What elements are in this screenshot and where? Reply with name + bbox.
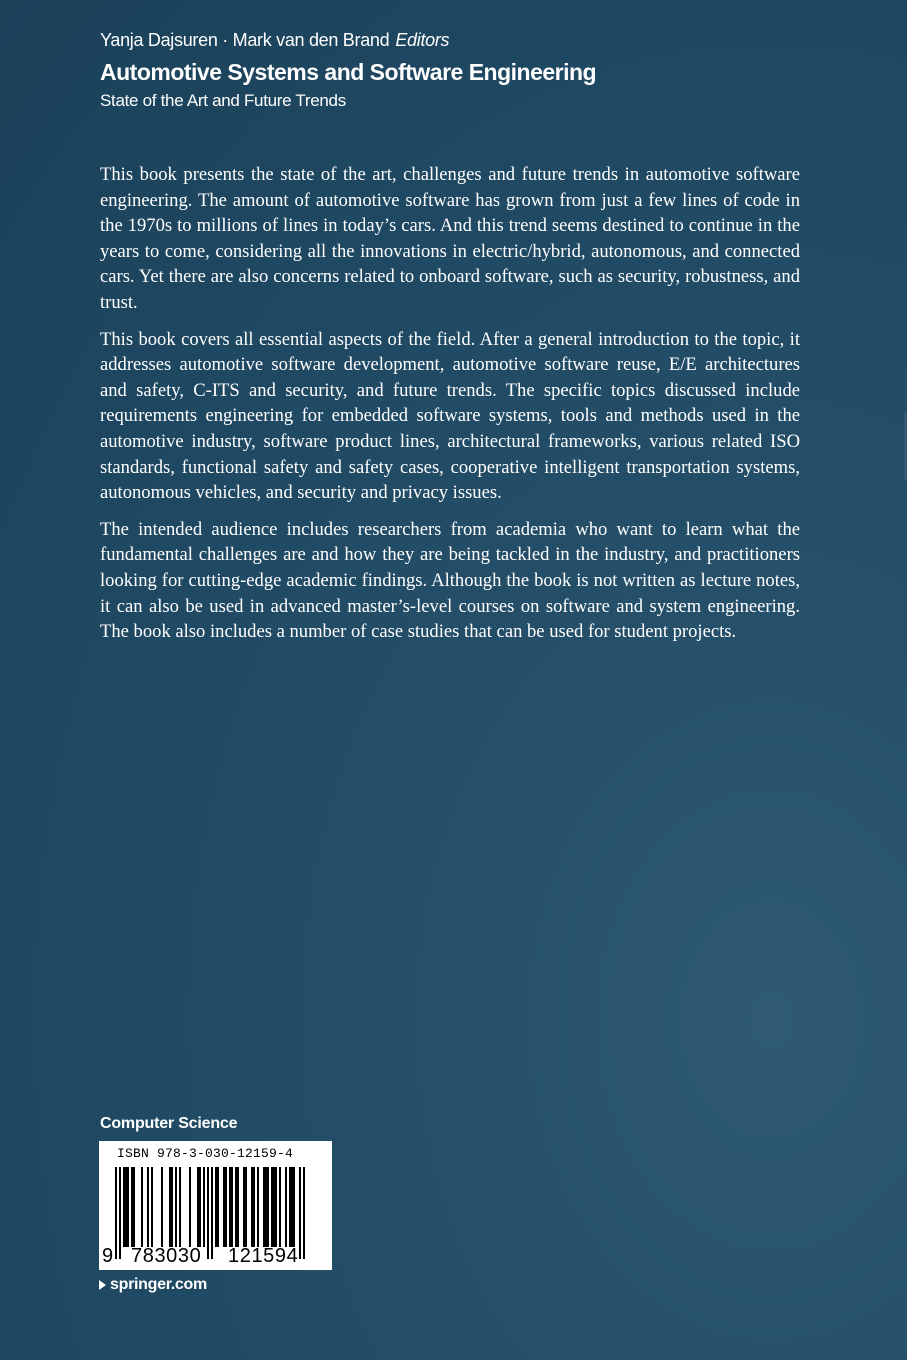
barcode-bar <box>263 1167 265 1247</box>
barcode-bar <box>291 1167 293 1247</box>
barcode-bar <box>229 1167 231 1247</box>
barcode-bar <box>141 1167 143 1247</box>
isbn-barcode <box>99 1141 332 1270</box>
blurb-paragraph-2: This book covers all essential aspects of the field. After a general introduction to the topic, it addresses automotive software development, automotive software reuse, E/E architectures and safety, C-ITS and security, and future trends. The specific topics discussed include requirements engineering for embedded software systems, tools and methods used in the automotive industry, software product lines, architectural frameworks, various related ISO standards, functional safety and safety cases, cooperative intelligent transportation systems, autonomous vehicles, and security and privacy issues. <box>100 328 800 504</box>
triangle-right-icon <box>99 1280 106 1290</box>
book-title: Automotive Systems and Software Engineering <box>100 59 597 85</box>
barcode-bar <box>179 1167 181 1247</box>
barcode-digits-group-2: 121594 <box>228 1245 299 1267</box>
barcode-bar <box>237 1167 239 1247</box>
barcode-bar <box>271 1167 273 1247</box>
editors-label: Editors <box>395 30 450 50</box>
barcode-bar <box>285 1167 287 1247</box>
barcode-bar <box>115 1167 117 1259</box>
barcode-digit-lead: 9 <box>102 1245 114 1267</box>
barcode-bar <box>243 1167 245 1247</box>
barcode-bar <box>151 1167 153 1247</box>
barcode-bar <box>171 1167 173 1247</box>
barcode-bar <box>303 1167 305 1259</box>
barcode-bar <box>265 1167 267 1247</box>
barcode-bar <box>267 1167 269 1247</box>
barcode-bar <box>131 1167 133 1247</box>
barcode-bar <box>211 1167 213 1259</box>
springer-website[interactable]: springer.com <box>110 1276 207 1293</box>
barcode-bar <box>299 1167 301 1259</box>
barcode-bar <box>203 1167 205 1247</box>
barcode-bar <box>289 1167 291 1247</box>
barcode-bar <box>217 1167 219 1247</box>
book-subtitle: State of the Art and Future Trends <box>100 91 346 110</box>
barcode-bar <box>231 1167 233 1247</box>
category-label: Computer Science <box>100 1115 238 1132</box>
blurb-paragraph-1: This book presents the state of the art, challenges and future trends in automotive software engineering. The amount of automotive software has grown from just a few lines of code in the 1970s to millions of lines in today’s cars. And this trend seems destined to continue in the years to come, considering all the innovations in electric/hybrid, autonomous, and connected cars. Yet there are also concerns related to onboard software, such as security, robustness, and trust. <box>100 164 800 313</box>
editors-names: Yanja Dajsuren · Mark van den Brand <box>100 30 390 50</box>
barcode-bar <box>207 1167 209 1259</box>
barcode-bar <box>197 1167 199 1247</box>
barcode-bar <box>275 1167 277 1247</box>
barcode-bar <box>125 1167 127 1247</box>
barcode-bar <box>127 1167 129 1247</box>
springer-link[interactable] <box>99 1274 207 1296</box>
blurb <box>100 162 800 656</box>
barcode-digits-group-1: 783030 <box>131 1245 202 1267</box>
barcode-bar <box>235 1167 237 1247</box>
barcode-bar <box>123 1167 125 1247</box>
barcode-bar <box>175 1167 177 1247</box>
isbn-text: ISBN 978-3-030-12159-4 <box>117 1146 294 1161</box>
blurb-paragraph-3: The intended audience includes researchers from academia who want to learn what the fundamental challenges are and how they are being tackled in the industry, and practitioners looking for cutting-edge academic findings. Although the book is not written as lecture notes, it can also be used in advanced master’s-level courses on software and system engineering. The book also includes a number of case studies that can be used for student projects. <box>100 518 800 643</box>
barcode-bar <box>189 1167 191 1247</box>
barcode-bar <box>169 1167 171 1247</box>
barcode-bar <box>223 1167 225 1247</box>
barcode-bar <box>245 1167 247 1247</box>
cover-header <box>100 27 820 113</box>
barcode-bar <box>199 1167 201 1247</box>
barcode-bar <box>253 1167 255 1247</box>
barcode-bar <box>279 1167 281 1247</box>
barcode-bar <box>293 1167 295 1247</box>
barcode-bar <box>257 1167 259 1247</box>
barcode-bar <box>251 1167 253 1247</box>
barcode-bar <box>147 1167 149 1247</box>
barcode-bar <box>273 1167 275 1247</box>
barcode-bar <box>215 1167 217 1247</box>
barcode-bar <box>225 1167 227 1247</box>
editors-line <box>100 27 820 53</box>
barcode-bar <box>133 1167 135 1247</box>
barcode-bar <box>161 1167 163 1247</box>
barcode-bar <box>119 1167 121 1259</box>
